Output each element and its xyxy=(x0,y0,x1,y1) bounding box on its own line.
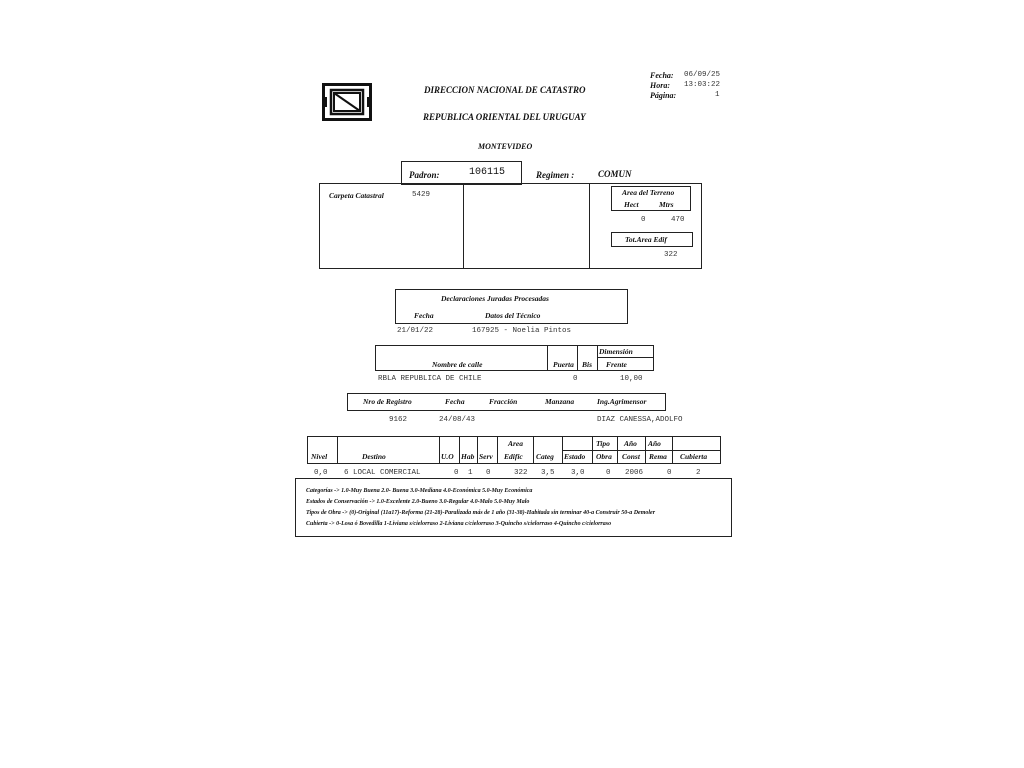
padron-label: Padron: xyxy=(409,170,440,180)
divider xyxy=(337,436,338,464)
divider xyxy=(463,183,464,269)
tot-area-value: 322 xyxy=(664,251,678,259)
carpeta-label: Carpeta Catastral xyxy=(329,191,384,200)
col-destino: Destino xyxy=(362,452,386,461)
mtrs-value: 470 xyxy=(671,216,685,224)
regimen-value: COMUN xyxy=(598,169,632,179)
frente-value: 10,00 xyxy=(620,375,643,383)
divider xyxy=(597,357,654,358)
row-hab: 1 xyxy=(468,469,473,477)
row-destino: 6 LOCAL COMERCIAL xyxy=(344,469,421,477)
row-uo: 0 xyxy=(454,469,459,477)
calle-nombre-label: Nombre de calle xyxy=(432,360,483,369)
row-tipo: 0 xyxy=(606,469,611,477)
divider xyxy=(577,345,578,371)
registro-ing-value: DIAZ CANESSA,ADOLFO xyxy=(597,416,683,424)
calle-nombre-value: RBLA REPUBLICA DE CHILE xyxy=(378,375,482,383)
padron-value: 106115 xyxy=(469,167,506,178)
puerta-value: 0 xyxy=(573,375,578,383)
department: MONTEVIDEO xyxy=(478,142,533,151)
row-rema: 0 xyxy=(667,469,672,477)
col-anio2-top: Año xyxy=(648,439,661,448)
registro-nro-label: Nro de Registro xyxy=(363,397,412,406)
divider xyxy=(547,345,548,371)
legend-cubierta: Cubierta -> 0-Losa ó Bovedilla 1-Liviana s/cielorraso 2-Liviana c/cielorraso 3-Quincho s/cielorraso 4-Quincho c/cielorraso xyxy=(306,521,612,527)
col-categ: Categ xyxy=(536,452,554,461)
divider xyxy=(477,436,478,464)
regimen-label: Regimen : xyxy=(536,170,575,180)
col-hab: Hab xyxy=(461,452,475,461)
fecha-label: Fecha: xyxy=(650,71,674,80)
col-uo: U.O xyxy=(441,452,454,461)
declaraciones-title: Declaraciones Juradas Procesadas xyxy=(441,294,549,303)
row-estado: 3,0 xyxy=(571,469,585,477)
mtrs-label: Mtrs xyxy=(659,200,674,209)
fecha-value: 06/09/25 xyxy=(684,71,721,79)
puerta-label: Puerta xyxy=(553,360,574,369)
divider xyxy=(533,436,534,464)
page-subtitle: REPUBLICA ORIENTAL DEL URUGUAY xyxy=(423,112,586,122)
col-tipo-bottom: Obra xyxy=(596,452,612,461)
row-categ: 3,5 xyxy=(541,469,555,477)
registro-manzana-label: Manzana xyxy=(545,397,575,406)
registro-fecha-label: Fecha xyxy=(445,397,465,406)
legend-estados: Estados de Conservación -> 1.0-Excelente 2.0-Bueno 3.0-Regular 4.0-Malo 5.0-Muy Malo xyxy=(306,499,530,505)
col-tipo-top: Tipo xyxy=(596,439,610,448)
hora-label: Hora: xyxy=(650,81,670,90)
carpeta-value: 5429 xyxy=(412,191,431,199)
hora-value: 13:03:22 xyxy=(684,81,721,89)
registro-nro-value: 9162 xyxy=(389,416,408,424)
pagina-value: 1 xyxy=(715,91,720,99)
col-estado: Estado xyxy=(564,452,586,461)
divider xyxy=(597,345,598,371)
declaraciones-tecnico-value: 167925 - Noelia Pintos xyxy=(472,327,572,335)
frente-label: Frente xyxy=(606,360,627,369)
registro-fecha-value: 24/08/43 xyxy=(439,416,476,424)
bis-label: Bis xyxy=(582,360,593,369)
col-area-bottom: Edific xyxy=(504,452,523,461)
catastro-logo xyxy=(322,83,372,121)
legend-categorias: Categorías -> 1.0-Muy Buena 2.0- Buena 3.0-Mediana 4.0-Económica 5.0-Muy Económica xyxy=(306,488,533,494)
dimension-label: Dimensión xyxy=(599,347,633,356)
col-nivel: Nivel xyxy=(311,452,328,461)
page-title: DIRECCION NACIONAL DE CATASTRO xyxy=(424,85,586,95)
divider xyxy=(562,450,721,451)
col-anio-bottom: Const xyxy=(622,452,640,461)
registro-ing-label: Ing.Agrimensor xyxy=(597,397,647,406)
col-area-top: Area xyxy=(508,439,523,448)
legend-tipos-obra: Tipos de Obra -> (0)-Original (11a17)-Reforma (21-28)-Paralizada más de 1 año (31-38)-Habitada sin terminar 40-a Construir 50-a Demoler xyxy=(306,510,656,516)
row-area: 322 xyxy=(514,469,528,477)
tot-area-label: Tot.Area Edif xyxy=(625,235,667,244)
declaraciones-tecnico-label: Datos del Técnico xyxy=(485,311,541,320)
row-nivel: 0,0 xyxy=(314,469,328,477)
divider xyxy=(439,436,440,464)
col-anio2-bottom: Rema xyxy=(649,452,667,461)
declaraciones-fecha-label: Fecha xyxy=(414,311,434,320)
divider xyxy=(459,436,460,464)
hect-value: 0 xyxy=(641,216,646,224)
row-serv: 0 xyxy=(486,469,491,477)
pagina-label: Página: xyxy=(650,91,677,100)
registro-fraccion-label: Fracción xyxy=(489,397,518,406)
hect-label: Hect xyxy=(624,200,639,209)
col-cubierta: Cubierta xyxy=(680,452,708,461)
divider xyxy=(497,436,498,464)
declaraciones-fecha-value: 21/01/22 xyxy=(397,327,434,335)
col-serv: Serv xyxy=(479,452,493,461)
divider xyxy=(589,183,590,269)
area-terreno-label: Area del Terreno xyxy=(622,188,675,197)
col-anio-top: Año xyxy=(624,439,637,448)
row-cubierta: 2 xyxy=(696,469,701,477)
row-anio: 2006 xyxy=(625,469,644,477)
